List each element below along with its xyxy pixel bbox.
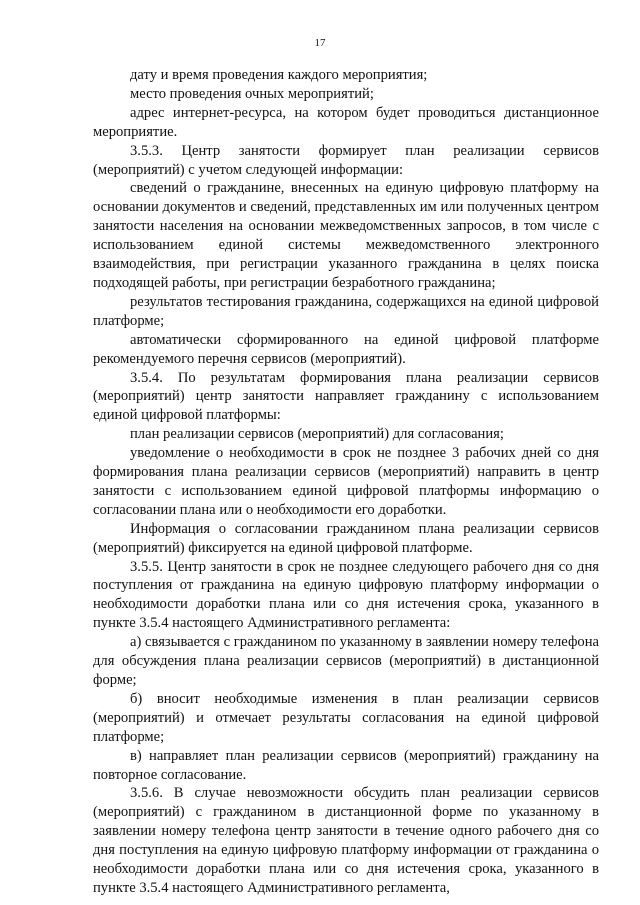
paragraph: результатов тестирования гражданина, содержащихся на единой цифровой платформе; (93, 293, 599, 329)
paragraph: автоматически сформированного на единой цифровой платформе рекомендуемого перечня сервисов (мероприятий). (93, 331, 599, 367)
page-number: 17 (314, 37, 326, 49)
paragraph: уведомление о необходимости в срок не позднее 3 рабочих дней со дня формирования плана реализации сервисов (мероприятий) направить в центр занятости с использованием единой цифровой платформы информацию о согласовании плана или о необходимости его доработки. (93, 445, 599, 518)
paragraph: 3.5.6. В случае невозможности обсудить план реализации сервисов (мероприятий) с гражданином в дистанционной форме по указанному в заявлении номеру телефона центр занятости в течение одного рабочего дня со дня поступления на единую цифровую платформу информации от гражданина о необходимости доработки плана или со дня истечения срока, указанного в пункте 3.5.4 настоящего Административного регламента, (93, 785, 599, 896)
paragraph: 3.5.5. Центр занятости в срок не позднее следующего рабочего дня со дня поступления от гражданина на единую цифровую платформу информации о необходимости доработки плана или со дня истечения срока, указанного в пункте 3.5.4 настоящего Административного регламента: (93, 558, 599, 632)
paragraph: адрес интернет-ресурса, на котором будет проводиться дистанционное мероприятие. (93, 104, 599, 140)
paragraph: в) направляет план реализации сервисов (мероприятий) гражданину на повторное согласование. (93, 747, 599, 783)
paragraph: место проведения очных мероприятий; (130, 85, 374, 102)
paragraph: 3.5.4. По результатам формирования плана реализации сервисов (мероприятий) центр занятости направляет гражданину с использованием единой цифровой платформы: (93, 369, 599, 424)
paragraph: а) связывается с гражданином по указанному в заявлении номеру телефона для обсуждения плана реализации сервисов (мероприятий) в дистанционной форме; (93, 634, 599, 688)
paragraph: сведений о гражданине, внесенных на единую цифровую платформу на основании документов и сведений, представленных им или полученных центром занятости населения на основании межведомственных запросов, в том числе с использованием единой системы межведомственного электронного взаимодействия, при регистрации указанного гражданина в целях поиска подходящей работы, при регистрации безработного гражданина; (93, 180, 599, 291)
paragraph: Информация о согласовании гражданином плана реализации сервисов (мероприятий) фиксируется на единой цифровой платформе. (93, 520, 599, 556)
body-text (93, 66, 599, 898)
paragraph: 3.5.3. Центр занятости формирует план реализации сервисов (мероприятий) с учетом следующей информации: (93, 142, 599, 178)
paragraph: б) вносит необходимые изменения в план реализации сервисов (мероприятий) и отмечает результаты согласования на единой цифровой платформе; (93, 690, 599, 745)
paragraph: план реализации сервисов (мероприятий) для согласования; (130, 426, 504, 443)
paragraph: дату и время проведения каждого мероприятия; (130, 67, 428, 83)
